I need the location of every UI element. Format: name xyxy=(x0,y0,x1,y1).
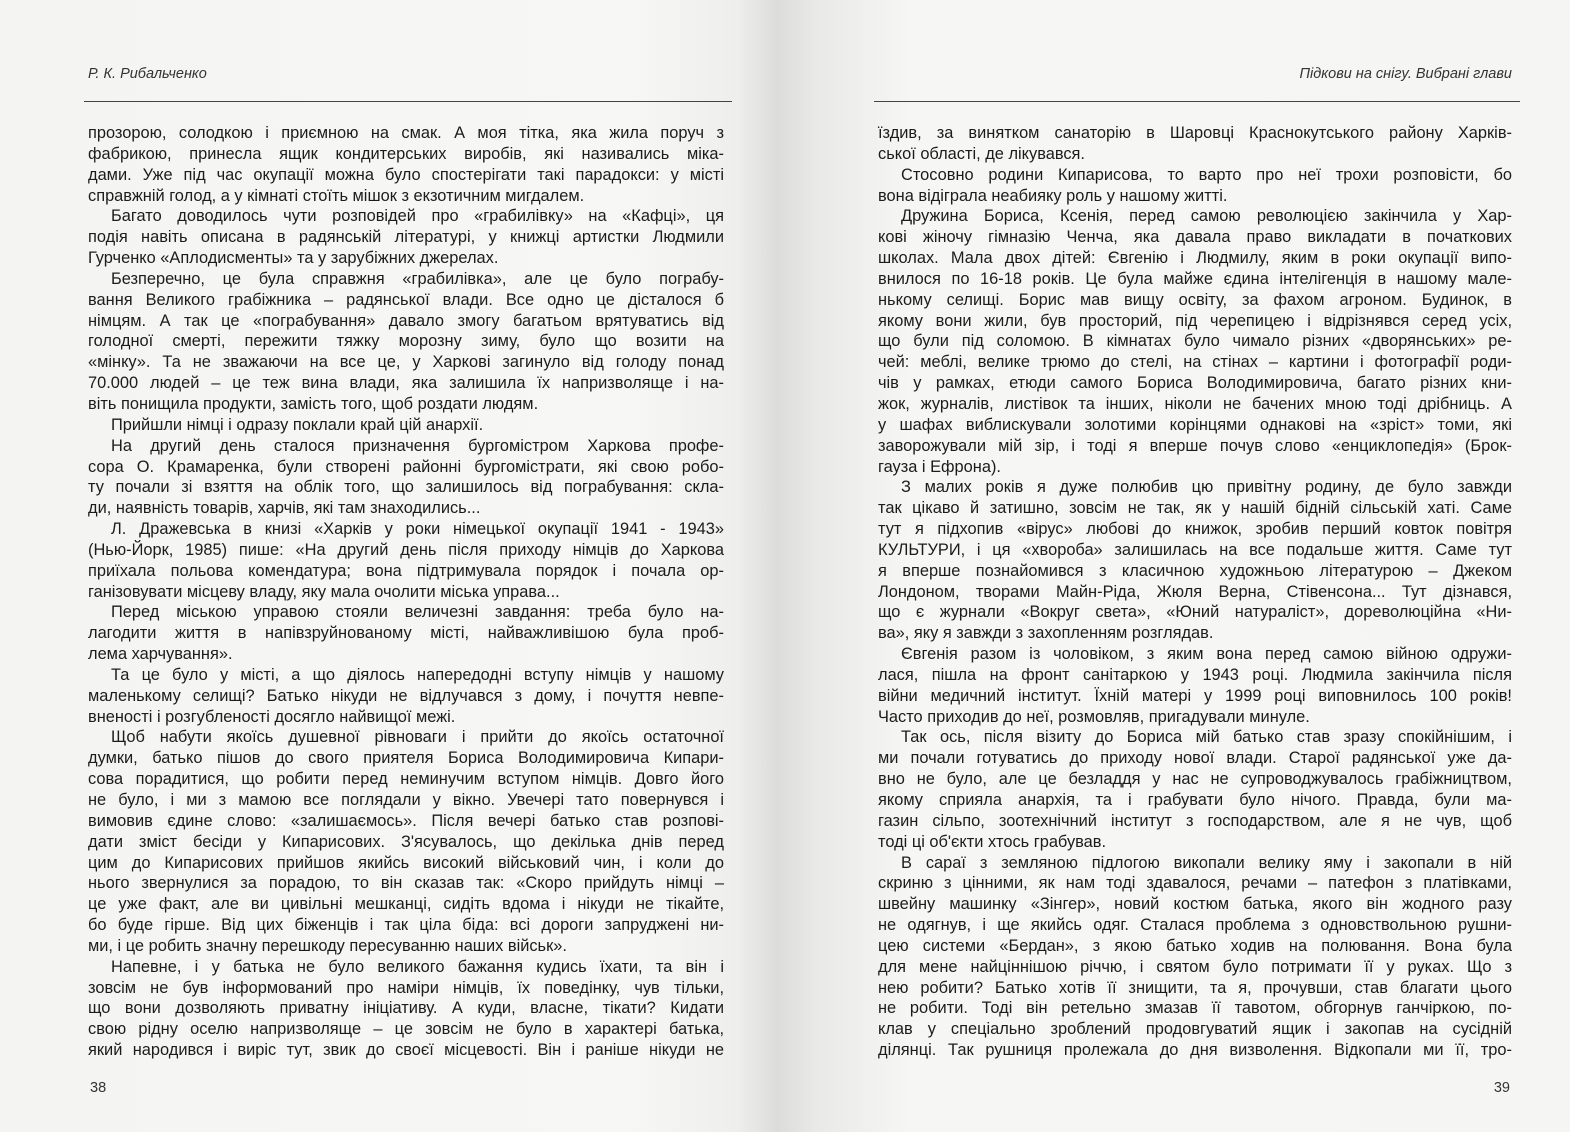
text-line: німцям. А так це «пограбування» давало змогу багатьом врятуватись від xyxy=(88,311,724,330)
text-line: лема харчування». xyxy=(88,645,233,664)
text-line: ми, і це робить значну перешкоду пересуванню наших військ». xyxy=(88,936,567,955)
text-line: Гурченко «Аплодисменты» та у зарубіжних джерелах. xyxy=(88,249,499,268)
text-line: вимовив єдине слово: «залишаємось». Після вечері батько став розпові- xyxy=(88,811,724,830)
header-rule xyxy=(874,101,1520,102)
text-line: «мінку». Та не зважаючи на все це, у Харкові загинуло від голоду понад xyxy=(88,353,724,372)
text-line: кові жіночу гімназію Ченча, яка давала право викладати в початкових xyxy=(878,228,1512,247)
text-line: прозорою, солодкою і приємною на смак. А моя тітка, яка жила поруч з xyxy=(88,124,724,142)
paragraph xyxy=(88,269,724,415)
text-line: лася, пішла на фронт санітаркою у 1943 році. Людмила закінчила після xyxy=(878,665,1512,684)
text-line: не робити. Тоді він ретельно змазав її тавотом, обгорнув ганчіркою, по- xyxy=(878,999,1512,1018)
text-line: З малих років я дуже полюбив цю привітну родину, де було завжди xyxy=(901,478,1512,497)
header-rule xyxy=(84,101,732,102)
paragraph xyxy=(878,123,1512,165)
text-line: якому вони жили, був просторий, під черепицею і відрізнявся серед усіх, xyxy=(878,311,1512,330)
text-line: свою рідну оселю напризволяще – це зовсім не було в характері батька, xyxy=(88,1020,724,1039)
paragraph xyxy=(88,123,724,206)
text-line: їздив, за винятком санаторію в Шаровці Краснокутського району Харків- xyxy=(878,124,1512,142)
text-line: так цікаво й затишно, зовсім не так, як у нашій бідній сільській хаті. Саме xyxy=(878,499,1512,518)
text-line: ту почали зі взяття на облік того, що залишилось від пограбування: скла- xyxy=(88,478,724,497)
text-line: що є журнали «Вокруг света», «Юний натураліст», дореволюційна «Ни- xyxy=(878,603,1512,622)
paragraph xyxy=(878,165,1512,207)
text-line: тут я підхопив «вірус» любові до книжок, зробив перший ковток повітря xyxy=(878,520,1512,539)
running-head-title: Підкови на снігу. Вибрані глави xyxy=(1299,66,1512,82)
right-page xyxy=(878,0,1512,1132)
text-line: Щоб набути якоїсь душевної рівноваги і прийти до якоїсь остаточної xyxy=(111,728,724,747)
text-line: ганізовувати місцеву владу, яку мала очолити міська управа... xyxy=(88,582,560,601)
text-line: В сараї з земляною підлогою викопали велику яму і закопали в ній xyxy=(901,853,1512,872)
text-line: вно не було, але це безладдя у нас не супроводжувалось грабіжництвом, xyxy=(878,770,1512,789)
text-line: це уже факт, але ви цивільні мешканці, сидіть вдома і нікуди не тікайте, xyxy=(88,895,724,914)
text-line: думки, батько пішов до свого приятеля Бориса Володимировича Кипари- xyxy=(88,749,724,768)
text-line: Так ось, після візиту до Бориса мій батько став зразу спокійнішим, і xyxy=(901,728,1512,747)
running-head-author: Р. К. Рибальченко xyxy=(88,66,207,82)
paragraph xyxy=(88,665,724,728)
text-line: подія навіть описана в радянській літературі, у книжці артистки Людмили xyxy=(88,228,724,247)
text-line: фабрикою, принесла ящик кондитерських виробів, які називались міка- xyxy=(88,144,724,163)
text-line: маленькому селищі? Батько нікуди не відлучався з дому, і почуття невпе- xyxy=(88,686,724,705)
text-line: скриню з цінними, як нам тоді здавалося, речами – патефон з платівками, xyxy=(878,874,1512,893)
text-line: для мене найціннішою річчю, і святом було потримати її у руках. Що з xyxy=(878,957,1512,976)
text-line: школах. Мала двох дітей: Євгенію і Людмилу, яким в роки окупації випо- xyxy=(878,249,1512,268)
page-number: 39 xyxy=(1493,1080,1510,1096)
text-line: внилося по 16-18 років. Це була майже єдина інтелігенція в нашому мале- xyxy=(878,269,1512,288)
text-line: ми почали готуватись до приходу нової влади. Старої радянської уже да- xyxy=(878,749,1512,768)
text-line: Євгенія разом із чоловіком, з яким вона перед самою війною одружи- xyxy=(901,645,1512,664)
text-line: зовсім не був інформований про наміри німців, їх поведінку, чув тільки, xyxy=(88,978,724,997)
text-line: голодної смерті, пережити тяжку морозну зиму, було що возити на xyxy=(88,332,724,351)
text-line: нього звернулися за порадою, то він сказав так: «Скоро прийдуть німці – xyxy=(88,874,724,893)
text-line: КУЛЬТУРИ, і ця «хвороба» залишилась на все подальше життя. Саме тут xyxy=(878,540,1512,559)
text-line: я вперше познайомився з класичною художньою літературою – Джеком xyxy=(878,561,1512,580)
text-line: приїхала польова комендатура; вона підтримувала порядок і почала ор- xyxy=(88,561,724,580)
text-line: чей: меблі, велике трюмо до стелі, на стінах – картини і фотографії роди- xyxy=(878,353,1512,372)
text-line: Стосовно родини Кипарисова, то варто про неї трохи розповісти, бо xyxy=(901,165,1512,184)
text-line: справжній голод, а у кімнаті стоїть мішок з екзотичним мигдалем. xyxy=(88,186,585,205)
text-line: Перед міською управою стояли величезні завдання: треба було на- xyxy=(111,603,724,622)
page-body xyxy=(88,123,724,1061)
text-line: сова порадитися, що робити перед неминучим вступом німців. Довго його xyxy=(88,770,724,789)
text-line: Лондоном, творами Майн-Ріда, Жюля Верна, Стівенсона... Тут дізнався, xyxy=(878,582,1512,601)
text-line: не одягнув, і ще якийсь одяг. Сталася проблема з одновствольною рушни- xyxy=(878,916,1512,935)
page-number: 38 xyxy=(90,1080,107,1096)
text-line: тоді ці об'єкти хтось грабував. xyxy=(878,832,1107,851)
text-line: Прийшли німці і одразу поклали край цій анархії. xyxy=(111,415,484,434)
text-line: Та це було у місті, а що діялось напередодні вступу німців у нашому xyxy=(111,665,724,684)
paragraph xyxy=(878,477,1512,644)
paragraph xyxy=(88,957,724,1061)
text-line: що були під соломою. В кімнатах було чимало різних «дворянських» ре- xyxy=(878,332,1512,351)
text-line: дами. Уже під час окупації можна було спостерігати такі парадокси: у місті xyxy=(88,165,724,184)
text-line: жок, журналів, листівок та інших, ніколи не бачених мною тоді дрібниць. А xyxy=(878,394,1512,413)
text-line: віть понищила продукти, замість того, щоб роздати людям. xyxy=(88,394,539,413)
text-line: вненості і розгубленості досягло найвищої межі. xyxy=(88,707,456,726)
text-line: війни медичний інститут. Їхній матері у 1999 році виповнилось 100 років! xyxy=(878,686,1512,705)
text-line: Безперечно, це була справжня «грабилівка», але це було пограбу- xyxy=(111,269,724,288)
text-line: вона відіграла неабияку роль у нашому житті. xyxy=(878,186,1228,205)
text-line: ва», яку я завжди з захопленням розглядав. xyxy=(878,624,1214,643)
text-line: ділянці. Так рушниця пролежала до дня визволення. Відкопали ми її, тро- xyxy=(878,1041,1512,1060)
text-line: Багато доводилось чути розповідей про «грабилівку» на «Кафці», ця xyxy=(111,207,724,226)
paragraph xyxy=(88,415,724,436)
page-body xyxy=(878,123,1512,1061)
paragraph xyxy=(88,436,724,519)
text-line: що вони дозволяють приватну ініціативу. А куди, власне, тікати? Кидати xyxy=(88,999,724,1018)
paragraph xyxy=(878,853,1512,1061)
text-line: ди, наявність товарів, харчів, які там знаходились... xyxy=(88,499,481,518)
text-line: бо буде гірше. Від цих біженців і так ціла біда: всі дороги запруджені ни- xyxy=(88,916,724,935)
text-line: (Нью-Йорк, 1985) пише: «На другий день після приходу німців до Харкова xyxy=(88,540,724,559)
text-line: Напевне, і у батька не було великого бажання кудись їхати, та він і xyxy=(111,957,724,976)
left-page xyxy=(88,0,724,1132)
text-line: 70.000 людей – це теж вина влади, яка залишила їх напризволяще і на- xyxy=(88,374,724,393)
paragraph xyxy=(878,644,1512,727)
paragraph xyxy=(88,519,724,602)
text-line: Л. Дражевська в книзі «Харків у роки німецької окупації 1941 - 1943» xyxy=(111,520,724,539)
text-line: який народився і виріс тут, звик до своєї місцевості. Він і раніше нікуди не xyxy=(88,1041,724,1060)
text-line: Дружина Бориса, Ксенія, перед самою революцією закінчила у Хар- xyxy=(901,207,1512,226)
text-line: не було, і ми з мамою все поглядали у вікно. Увечері тато повернувся і xyxy=(88,791,724,809)
text-line: якому сприяла анархія, та і грабувати було нічого. Правда, були ма- xyxy=(878,791,1512,809)
text-line: цим до Кипарисових прийшов якийсь високий військовий чин, і коли до xyxy=(88,853,724,872)
text-line: сора О. Крамаренка, були створені районні бургомістрати, які свою робо- xyxy=(88,457,724,476)
text-line: у шафах виблискували золотими корінцями однакові на «зріст» томи, які xyxy=(878,415,1512,434)
text-line: лагодити життя в напівзруйнованому місті, найважливішою була проб- xyxy=(88,624,724,643)
text-line: швейну машинку «Зінгер», новий костюм батька, якого він жодного разу xyxy=(878,895,1512,914)
text-line: Часто приходив до неї, розмовляв, пригадували минуле. xyxy=(878,707,1310,726)
text-line: нею робити? Батько хотів її знищити, та я, прочувши, став благати цього xyxy=(878,978,1512,997)
paragraph xyxy=(88,602,724,665)
text-line: нькому селищі. Борис мав вищу освіту, за фахом агроном. Будинок, в xyxy=(878,290,1512,309)
text-line: На другий день сталося призначення бургомістром Харкова профе- xyxy=(111,436,724,455)
paragraph xyxy=(878,727,1512,852)
paragraph xyxy=(88,727,724,956)
text-line: чів у рамках, етюди самого Бориса Володимировича, багато різних кни- xyxy=(878,374,1512,393)
paragraph xyxy=(88,206,724,269)
text-line: цею системи «Бердан», з якою батько ходив на полювання. Вона була xyxy=(878,936,1512,955)
paragraph xyxy=(878,206,1512,477)
text-line: заворожували мій зір, і тоді я вперше почув слово «енциклопедія» (Брок- xyxy=(878,436,1512,455)
text-line: дати зміст бесіди у Кипарисових. З'ясувалось, що декілька днів перед xyxy=(88,832,724,851)
text-line: вання Великого грабіжника – радянської влади. Все одно це дісталося б xyxy=(88,290,724,309)
text-line: газин сільпо, зоотехнічний інститут з господарством, але я не чув, щоб xyxy=(878,811,1512,830)
text-line: ської області, де лікувався. xyxy=(878,144,1085,163)
text-line: клав у спеціально зроблений продовгуватий ящик і закопав на сусідній xyxy=(878,1020,1512,1039)
text-line: гауза і Ефрона). xyxy=(878,457,1001,476)
